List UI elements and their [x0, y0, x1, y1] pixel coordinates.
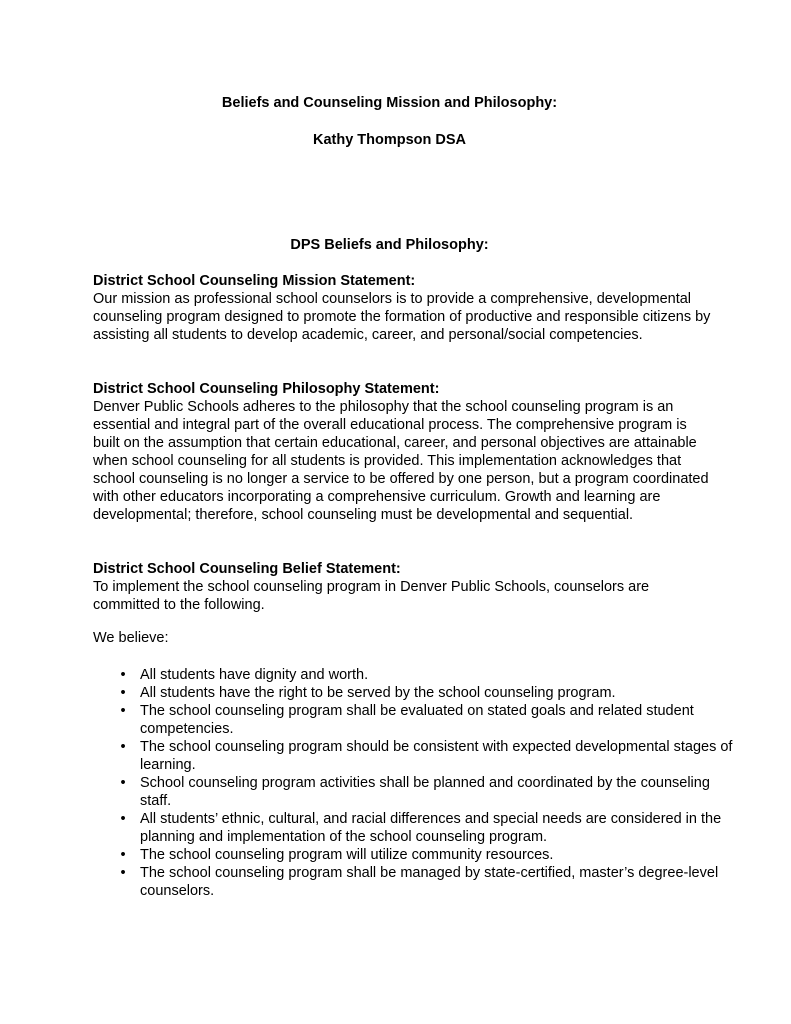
philosophy-text: Denver Public Schools adheres to the philosophy that the school counseling program is an essential and integral part of the overall educational process. The comprehensive program is built on the assumption that certain educational, career, and personal objectives are attainable when school counseling for all students is provided. This implementation acknowledges that school counseling is no longer a service to be offered by one person, but a program coordinated with other educators incorporating a comprehensive curriculum. Growth and learning are developmental; therefore, school counseling must be developmental and sequential. [93, 399, 709, 523]
bullet-icon: • [120, 847, 126, 863]
list-item-text: All students have dignity and worth. [140, 667, 369, 683]
philosophy-heading: District School Counseling Philosophy Statement: [93, 381, 440, 397]
document-title: Beliefs and Counseling Mission and Philosophy: [221, 95, 558, 111]
we-believe-intro-block [93, 629, 713, 647]
bullet-icon: • [120, 775, 126, 791]
belief-heading: District School Counseling Belief Statement: [93, 561, 401, 577]
list-item [93, 684, 733, 702]
list-item-text: All students’ ethnic, cultural, and racial differences and special needs are considered in the planning and implementation of the school counseling program. [140, 811, 722, 845]
we-believe-intro: We believe: [93, 630, 169, 646]
list-item-text: All students have the right to be served by the school counseling program. [140, 685, 616, 701]
philosophy-section [93, 380, 713, 524]
document-author: Kathy Thompson DSA [312, 132, 467, 148]
bullet-icon: • [120, 667, 126, 683]
belief-section [93, 560, 713, 614]
list-item [93, 738, 733, 774]
list-item [93, 774, 733, 810]
bullet-icon: • [120, 811, 126, 827]
list-item [93, 702, 733, 738]
list-item-text: The school counseling program shall be managed by state-certified, master’s degree-level counselors. [140, 865, 719, 899]
bullet-icon: • [120, 739, 126, 755]
list-item [93, 810, 733, 846]
list-item-text: The school counseling program shall be evaluated on stated goals and related student competencies. [140, 703, 694, 737]
list-item [93, 864, 733, 900]
list-item [93, 666, 733, 684]
bullet-icon: • [120, 865, 126, 881]
list-item-text: The school counseling program should be consistent with expected developmental stages of learning. [140, 739, 733, 773]
mission-heading: District School Counseling Mission Statement: [93, 273, 416, 289]
list-item [93, 846, 733, 864]
mission-section [93, 272, 713, 344]
list-item-text: The school counseling program will utilize community resources. [140, 847, 554, 863]
bullet-icon: • [120, 703, 126, 719]
belief-text: To implement the school counseling program in Denver Public Schools, counselors are committed to the following. [93, 579, 650, 613]
list-item-text: School counseling program activities shall be planned and coordinated by the counseling staff. [140, 775, 710, 809]
belief-list [93, 666, 733, 900]
bullet-icon: • [120, 685, 126, 701]
document-subtitle: DPS Beliefs and Philosophy: [290, 237, 489, 253]
mission-text: Our mission as professional school counselors is to provide a comprehensive, developmental counseling program designed to promote the formation of productive and responsible citizens by assisting all students to develop academic, career, and personal/social competencies. [93, 291, 711, 343]
